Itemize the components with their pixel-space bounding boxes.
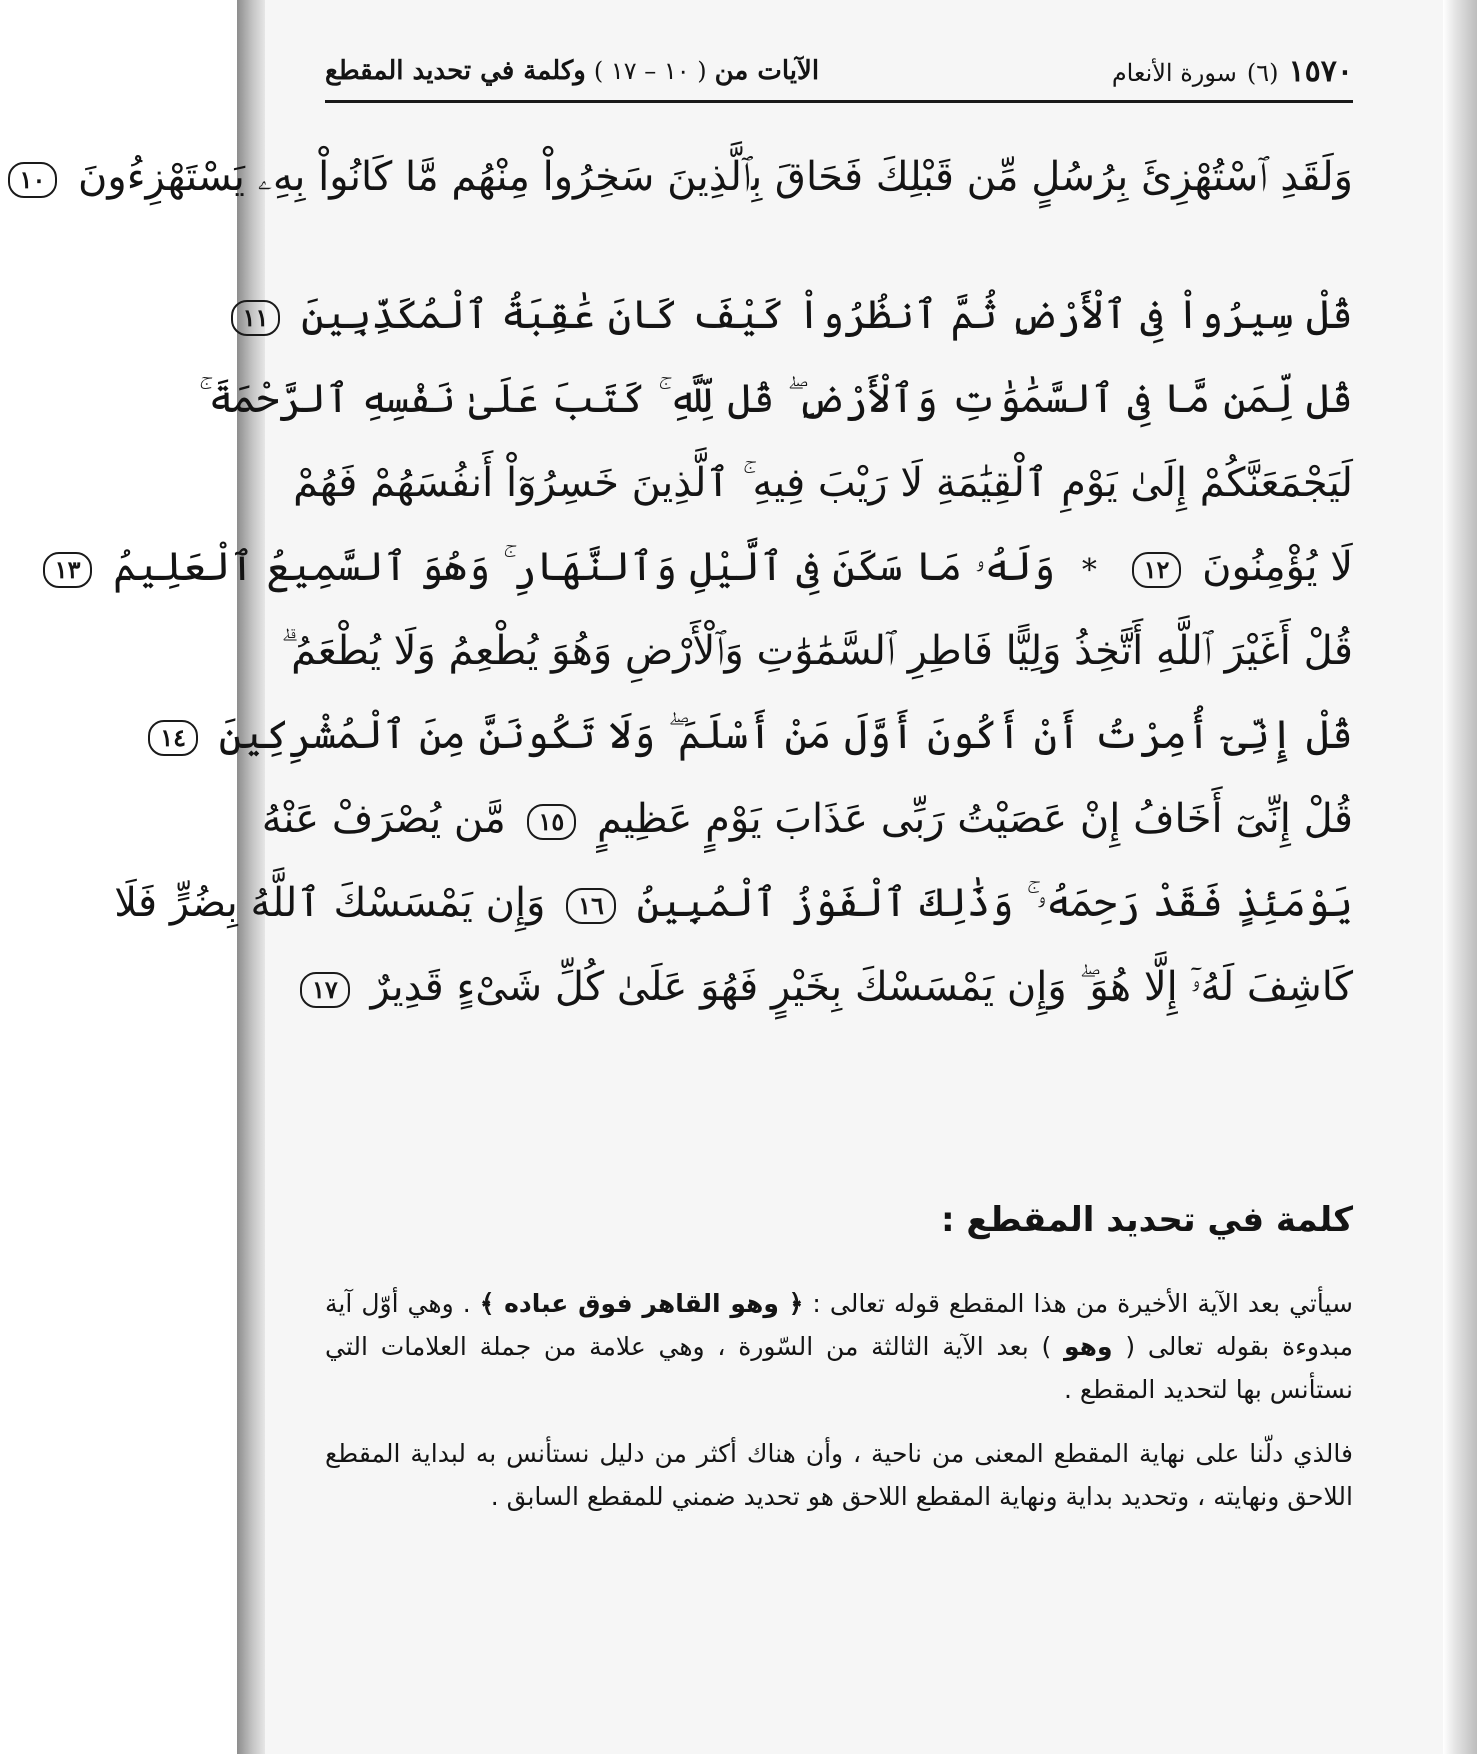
quran-line: [160, 693, 1353, 777]
verse-text: كَاشِفَ لَهُۥٓ إِلَّا هُوَ ۖ وَإِن يَمْسَسْكَ بِخَيْرٍ فَهُوَ عَلَىٰ كُلِّ شَىْءٍ قَدِيرٌ: [370, 964, 1353, 1010]
ayah-number-marker: ١١: [231, 300, 281, 336]
commentary-paragraph: [325, 1282, 1353, 1411]
ayah-number-marker: ١٤: [148, 720, 198, 756]
quran-line: [242, 273, 1353, 357]
verse-text: قُلْ إِنِّىٓ أُمِرْتُ أَنْ أَكُونَ أَوَّلَ مَنْ أَسْلَمَ ۖ وَلَا تَكُونَنَّ مِنَ ٱلْمُشْرِكِينَ: [218, 712, 1353, 758]
running-header: [325, 42, 1353, 103]
ayah-number-marker: ١٠: [8, 162, 58, 198]
header-verse-range: ( ١٠ – ١٧ ): [593, 57, 707, 85]
verse-text: قُلْ سِيرُواْ فِى ٱلْأَرْضِ ثُمَّ ٱنظُرُواْ كَيْفَ كَانَ عَٰقِبَةُ ٱلْمُكَذِّبِينَ: [301, 292, 1353, 338]
verse-text: قُلْ إِنِّىٓ أَخَافُ إِنْ عَصَيْتُ رَبِّى عَذَابَ يَوْمٍ عَظِيمٍ: [597, 796, 1353, 842]
quran-line: [261, 777, 1353, 861]
surah-number: (٦): [1246, 58, 1279, 87]
quoted-verse: ﴿ وهو القاهر فوق عباده ﴾: [479, 1289, 804, 1318]
surah-name: سورة الأنعام: [1111, 58, 1237, 87]
quran-line: لَيَجْمَعَنَّكُمْ إِلَىٰ يَوْمِ ٱلْقِيَٰمَةِ لَا رَيْبَ فِيهِ ۚ ٱلَّذِينَ خَسِرُوٓاْ أَنفُسَهُمْ فَهُمْ: [293, 460, 1353, 506]
quran-line: قُل لِّمَن مَّا فِى ٱلسَّمَٰوَٰتِ وَٱلْأَرْضِ ۖ قُل لِّلَّهِ ۚ كَتَبَ عَلَىٰ نَفْسِهِ ٱلرَّحْمَةَ ۚ: [198, 376, 1353, 422]
section-heading: كلمة في تحديد المقطع :: [940, 1200, 1353, 1240]
quran-line: قُلْ أَغَيْرَ ٱللَّهِ أَتَّخِذُ وَلِيًّا فَاطِرِ ٱلسَّمَٰوَٰتِ وَٱلْأَرْضِ وَهُوَ يُطْعِمُ وَلَا يُطْعَمُ ۗ: [281, 628, 1353, 674]
header-title-suffix: وكلمة في تحديد المقطع: [325, 56, 586, 86]
verse-text: لَا يُؤْمِنُونَ: [1202, 544, 1353, 590]
verse-text: مَّن يُصْرَفْ عَنْهُ: [261, 796, 506, 842]
quran-line: [311, 945, 1353, 1029]
ayah-number-marker: ١٦: [566, 888, 616, 924]
scan-shadow-right: [1443, 0, 1477, 1754]
quran-line: [114, 861, 1353, 945]
star-separator-icon: *: [1081, 553, 1097, 588]
paragraph-text: . وهي أوّل آية مبدوءة بقوله تعالى (: [325, 1289, 1354, 1361]
verse-text: وَإِن يَمْسَسْكَ ٱللَّهُ بِضُرٍّ فَلَا: [114, 880, 546, 926]
keyword-highlight: وهو: [1063, 1332, 1113, 1361]
verse-text: يَوْمَئِذٍ فَقَدْ رَحِمَهُۥ ۚ وَذَٰلِكَ ٱلْفَوْزُ ٱلْمُبِينُ: [636, 880, 1353, 926]
book-page: [19, 0, 1443, 1754]
page-number: ١٥٧٠: [1288, 53, 1353, 89]
verse-text: وَلَقَدِ ٱسْتُهْزِئَ بِرُسُلٍ مِّن قَبْلِكَ فَحَاقَ بِٱلَّذِينَ سَخِرُواْ مِنْهُم مَّا كَانُواْ بِهِۦ يَسْتَهْزِءُونَ: [78, 154, 1353, 200]
quran-line: [19, 135, 1353, 219]
header-page-info: [1112, 54, 1353, 89]
ayah-number-marker: ١٥: [527, 804, 577, 840]
ayah-number-marker: ١٢: [1132, 552, 1182, 588]
header-title-prefix: الآيات من: [714, 56, 820, 86]
paragraph-text: سيأتي بعد الآية الأخيرة من هذا المقطع قوله تعالى :: [812, 1289, 1353, 1318]
ayah-number-marker: ١٣: [43, 552, 93, 588]
verse-text: وَلَهُۥ مَا سَكَنَ فِى ٱلَّيْلِ وَٱلنَّهَارِ ۚ وَهُوَ ٱلسَّمِيعُ ٱلْعَلِيمُ: [113, 544, 1056, 590]
paragraph-text: ) بعد الآية الثالثة من السّورة ، وهي علامة من جملة العلامات التي نستأنس بها لتحديد المقطع .: [325, 1332, 1353, 1404]
quran-line: [54, 525, 1353, 609]
header-section-info: [325, 56, 819, 86]
ayah-number-marker: ١٧: [300, 972, 350, 1008]
commentary-paragraph: فالذي دلّنا على نهاية المقطع المعنى من ناحية ، وأن هناك أكثر من دليل نستأنس به لبداية المقطع اللاحق ونهايته ، وتحديد بداية ونهاية المقطع اللاحق هو تحديد ضمني للمقطع السابق .: [325, 1439, 1353, 1511]
quran-text-block: [19, 135, 1353, 1029]
